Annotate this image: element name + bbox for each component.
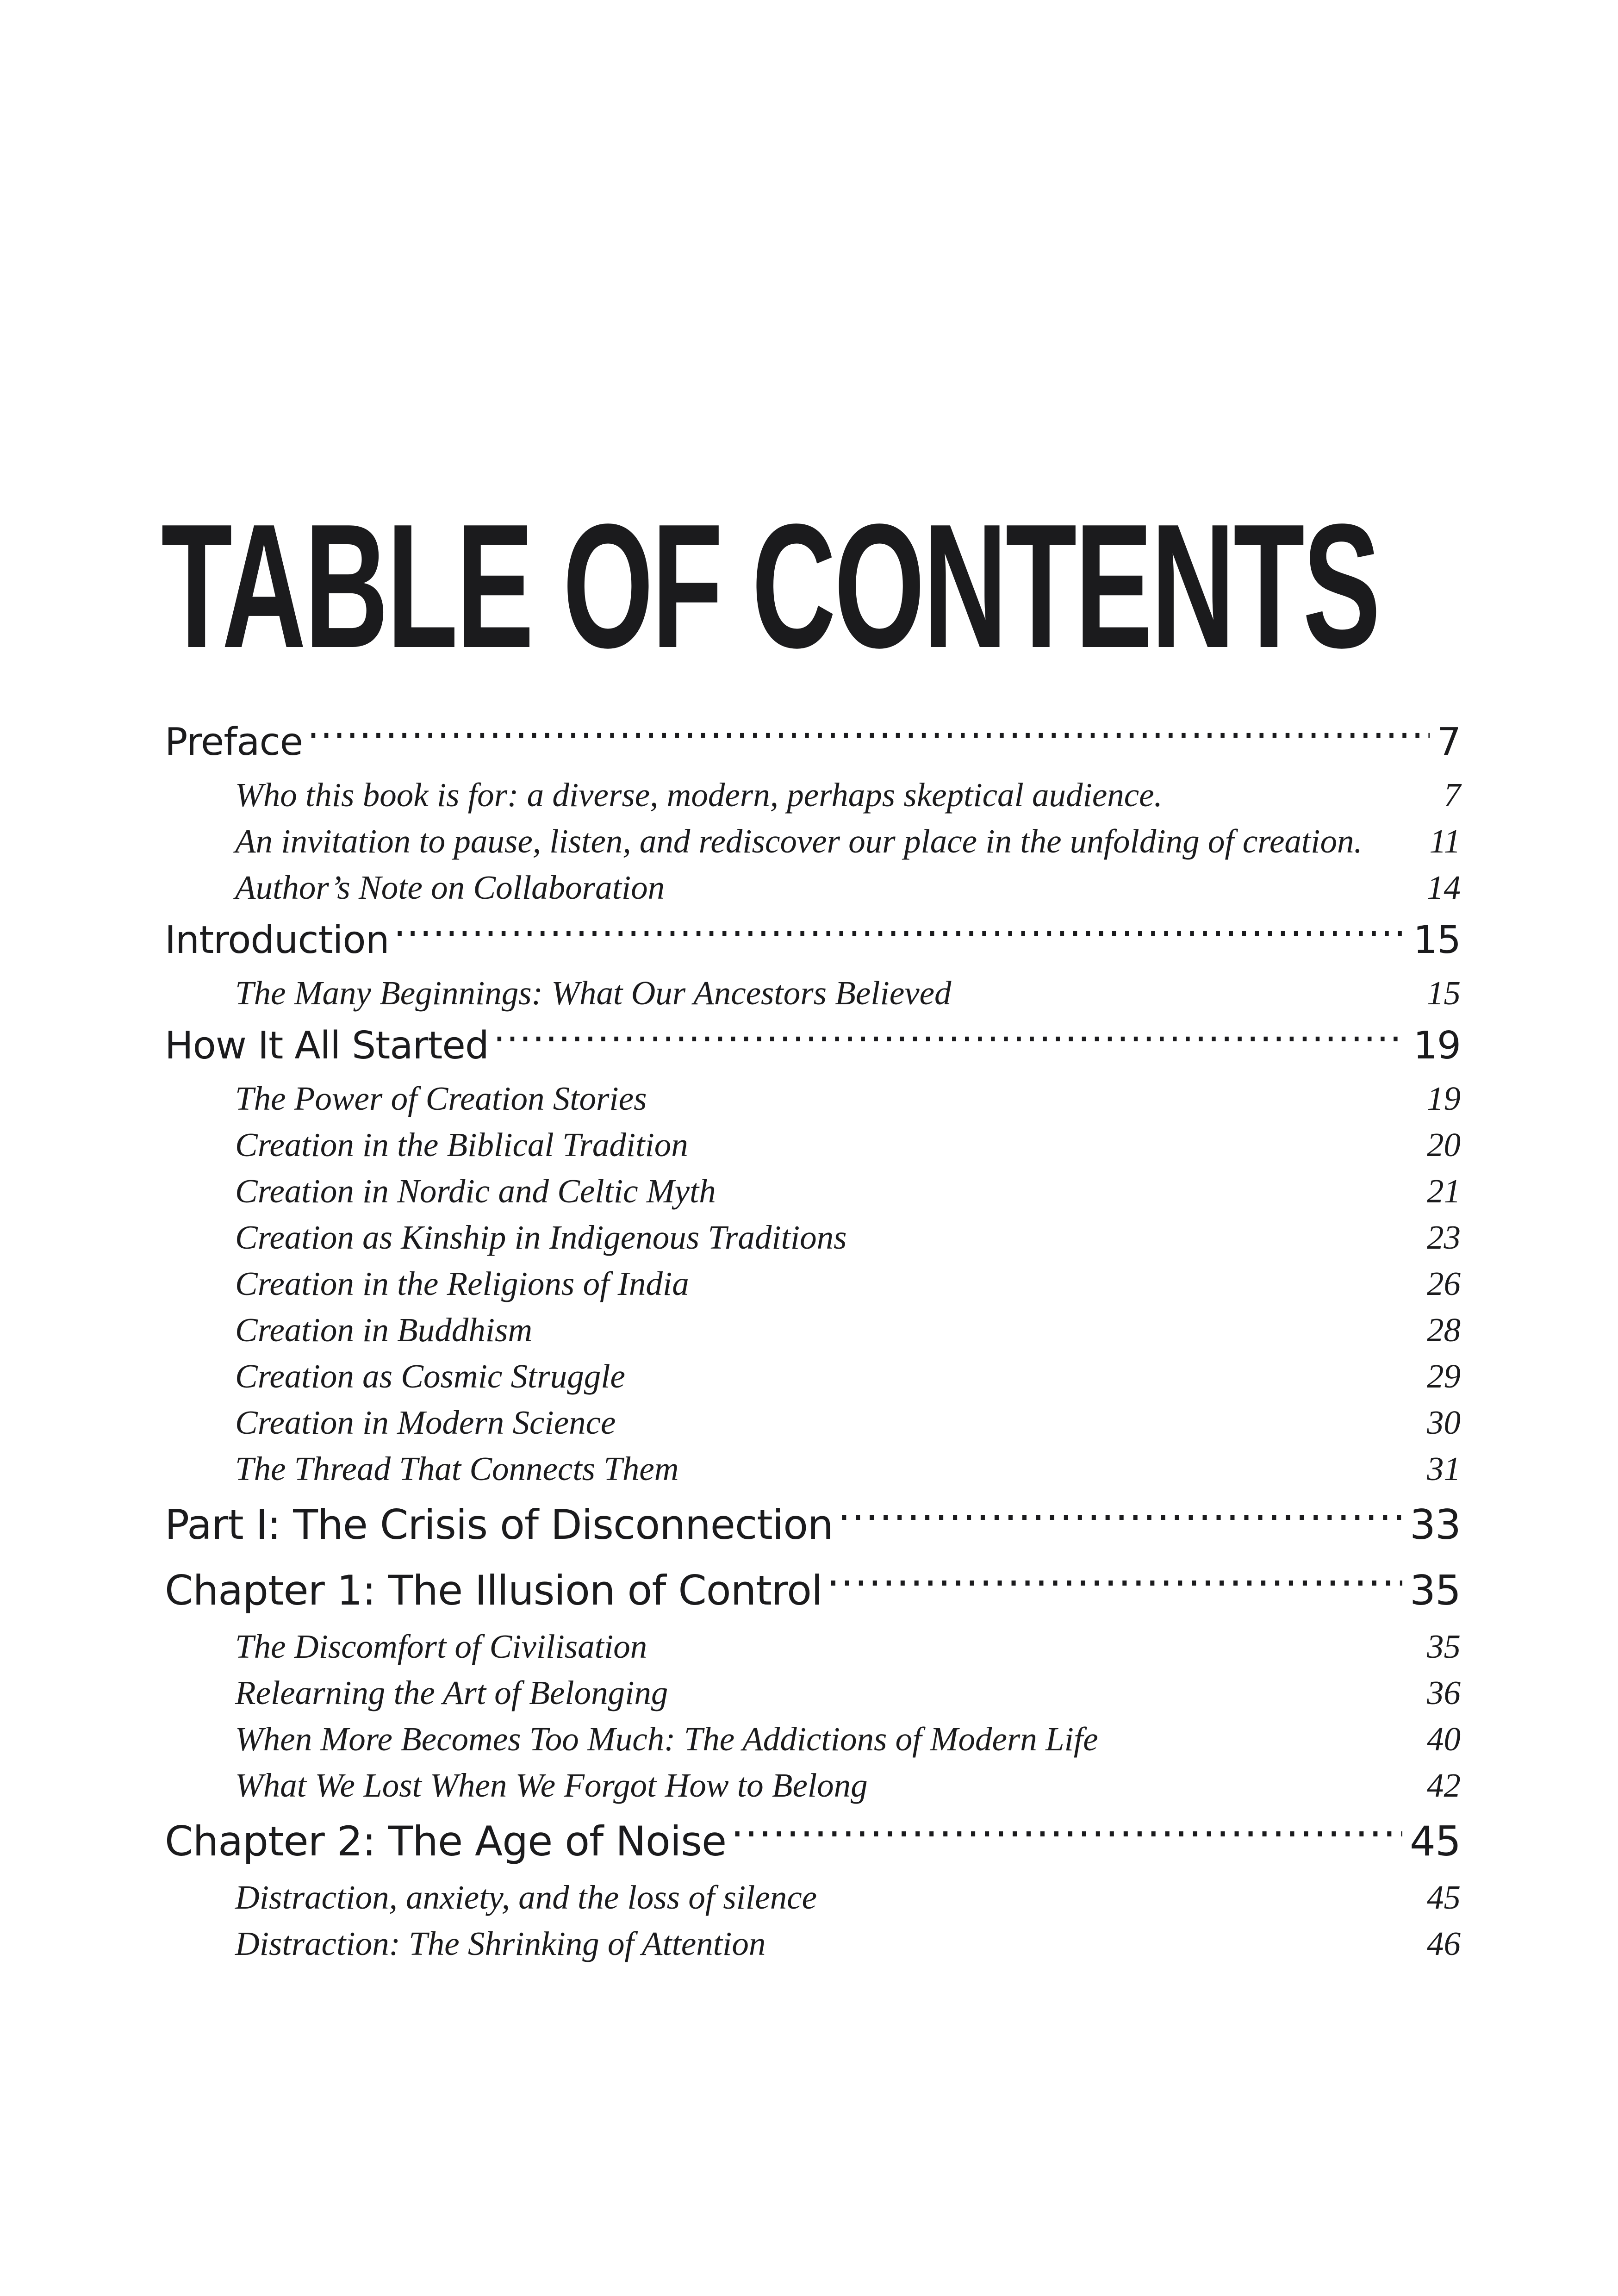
toc-subsection-entry (165, 772, 1461, 818)
toc-subsection-entry (165, 1214, 1461, 1261)
toc-subsection-page-number: 23 (1427, 1219, 1461, 1256)
toc-section-entry (165, 1558, 1461, 1624)
toc-subsection-label: Creation in the Biblical Tradition (235, 1126, 688, 1164)
toc-section-page-number: 19 (1413, 1024, 1461, 1068)
toc-subsection-entry (165, 970, 1461, 1016)
dot-leader (827, 1564, 1402, 1605)
toc-subsection-page-number: 29 (1427, 1357, 1461, 1395)
toc-subsection-page-number: 20 (1427, 1126, 1461, 1164)
dot-leader (307, 717, 1430, 755)
toc-subsection-entry (165, 1353, 1461, 1400)
toc-subsection-label: The Power of Creation Stories (235, 1080, 647, 1117)
toc-subsection-page-number: 35 (1427, 1628, 1461, 1665)
toc-subsection-page-number: 45 (1427, 1879, 1461, 1916)
dot-leader (731, 1815, 1402, 1855)
toc-subsection-entry (165, 1122, 1461, 1168)
toc-subsection-label: An invitation to pause, listen, and rediscover our place in the unfolding of creation. (235, 822, 1363, 860)
toc-subsection-entry (165, 1076, 1461, 1122)
toc-section-page-number: 33 (1410, 1501, 1461, 1549)
toc-subsection-page-number: 21 (1427, 1172, 1461, 1210)
toc-subsection-entry (165, 1307, 1461, 1353)
toc-subsection-label: The Many Beginnings: What Our Ancestors Believed (235, 974, 952, 1012)
toc-section-entry (165, 911, 1461, 970)
toc-section-label: Part I: The Crisis of Disconnection (165, 1501, 833, 1549)
toc-section-label: Chapter 1: The Illusion of Control (165, 1567, 822, 1614)
toc-subsection-entry (165, 1716, 1461, 1762)
toc-subsection-page-number: 31 (1427, 1450, 1461, 1487)
toc-subsection-entry (165, 1446, 1461, 1492)
toc-section-entry (165, 713, 1461, 772)
toc-subsection-label: The Thread That Connects Them (235, 1450, 679, 1487)
toc-section-label: Preface (165, 720, 303, 764)
dot-leader (493, 1020, 1406, 1058)
toc-subsection-page-number: 26 (1427, 1265, 1461, 1302)
toc-subsection-label: Creation as Cosmic Struggle (235, 1357, 625, 1395)
toc-subsection-label: Author’s Note on Collaboration (235, 869, 665, 906)
toc-subsection-entry (165, 1670, 1461, 1716)
toc-subsection-label: Distraction, anxiety, and the loss of silence (235, 1879, 817, 1916)
table-of-contents (165, 713, 1461, 1967)
toc-subsection-label: Creation in Modern Science (235, 1404, 616, 1441)
toc-subsection-entry (165, 865, 1461, 911)
toc-subsection-page-number: 7 (1444, 776, 1461, 814)
dot-leader (838, 1498, 1402, 1539)
toc-section-label: Chapter 2: The Age of Noise (165, 1817, 727, 1865)
toc-subsection-page-number: 11 (1429, 822, 1461, 860)
toc-subsection-page-number: 30 (1427, 1404, 1461, 1441)
toc-section-page-number: 15 (1413, 918, 1461, 962)
toc-section-entry (165, 1809, 1461, 1874)
toc-subsection-page-number: 28 (1427, 1311, 1461, 1349)
toc-section-page-number: 45 (1410, 1817, 1461, 1865)
toc-subsection-page-number: 40 (1427, 1720, 1461, 1758)
toc-subsection-entry (165, 1400, 1461, 1446)
toc-subsection-label: Creation in the Religions of India (235, 1265, 689, 1302)
toc-subsection-entry (165, 818, 1461, 865)
toc-subsection-label: Distraction: The Shrinking of Attention (235, 1925, 766, 1962)
toc-section-page-number: 7 (1437, 720, 1461, 764)
toc-subsection-entry (165, 1762, 1461, 1809)
toc-section-label: How It All Started (165, 1024, 489, 1068)
toc-section-label: Introduction (165, 918, 389, 962)
toc-subsection-label: Creation in Nordic and Celtic Myth (235, 1172, 716, 1210)
toc-section-page-number: 35 (1410, 1567, 1461, 1614)
toc-subsection-page-number: 36 (1427, 1674, 1461, 1711)
toc-subsection-label: The Discomfort of Civilisation (235, 1628, 647, 1665)
toc-subsection-entry (165, 1261, 1461, 1307)
toc-subsection-label: Creation in Buddhism (235, 1311, 533, 1349)
toc-subsection-label: Who this book is for: a diverse, modern, perhaps skeptical audience. (235, 776, 1163, 814)
toc-subsection-page-number: 42 (1427, 1767, 1461, 1804)
toc-subsection-label: Relearning the Art of Belonging (235, 1674, 668, 1711)
toc-section-entry (165, 1492, 1461, 1558)
toc-section-entry (165, 1016, 1461, 1076)
toc-subsection-entry (165, 1874, 1461, 1921)
toc-subsection-page-number: 15 (1427, 974, 1461, 1012)
toc-subsection-page-number: 14 (1427, 869, 1461, 906)
toc-subsection-entry (165, 1624, 1461, 1670)
toc-subsection-label: When More Becomes Too Much: The Addictions of Modern Life (235, 1720, 1098, 1758)
toc-subsection-entry (165, 1921, 1461, 1967)
toc-subsection-label: Creation as Kinship in Indigenous Traditions (235, 1219, 847, 1256)
toc-subsection-entry (165, 1168, 1461, 1214)
toc-subsection-label: What We Lost When We Forgot How to Belong (235, 1767, 868, 1804)
dot-leader (394, 915, 1406, 953)
page-title: TABLE OF CONTENTS (161, 487, 1379, 684)
toc-subsection-page-number: 46 (1427, 1925, 1461, 1962)
toc-subsection-page-number: 19 (1427, 1080, 1461, 1117)
